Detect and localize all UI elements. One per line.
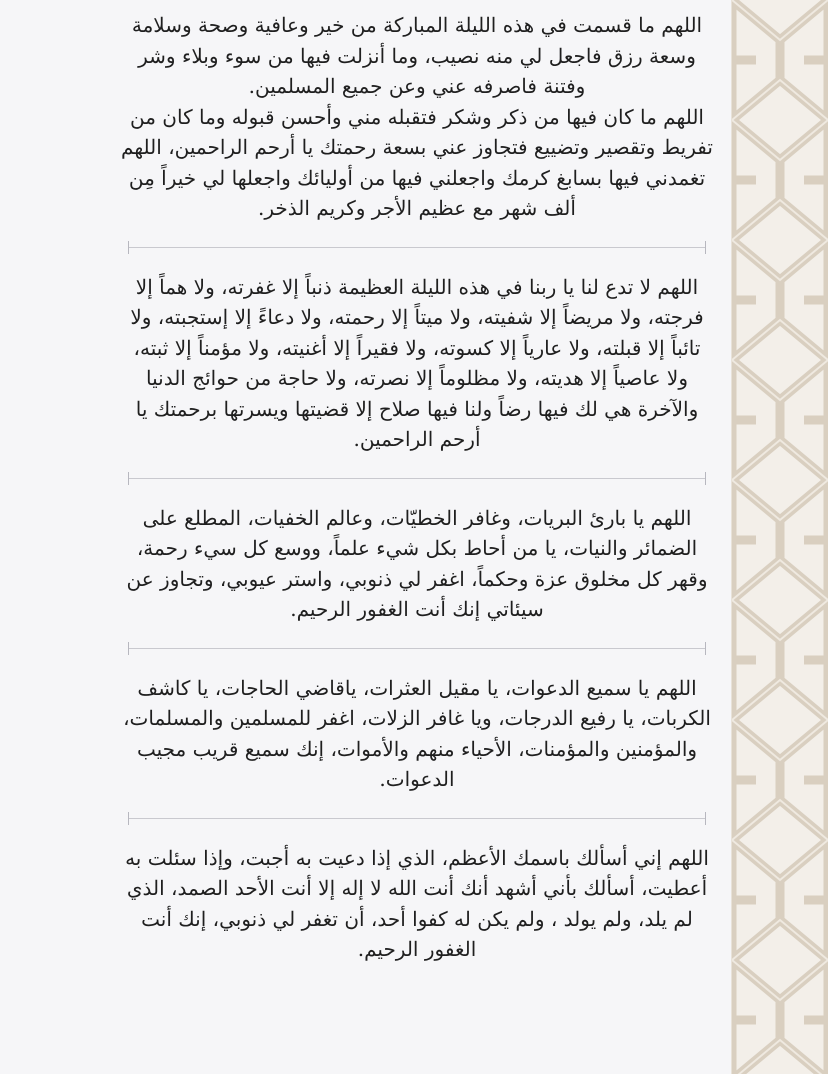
dua-paragraph: اللهم يا سميع الدعوات، يا مقيل العثرات، ياقاضي الحاجات، يا كاشف الكربات، يا رفيع الدرجات، ويا غافر الزلات، اغفر للمسلمين والمسلمات، والمؤمنين والمؤمنات، الأحياء منهم والأموات، إنك سميع قريب مجيب الدعوات.: [123, 675, 711, 791]
dua-block-5: [120, 843, 714, 965]
dua-block-1: [120, 10, 714, 224]
section-divider: [128, 236, 706, 260]
dua-paragraph: اللهم ما قسمت في هذه الليلة المباركة من خير وعافية وصحة وسلامة وسعة رزق فاجعل لي منه نصيب، وما أنزلت فيها من سوء وبلاء وشر وفتنة فاصرفه عني وعن جميع المسلمين.: [131, 13, 703, 98]
dua-text-column: [120, 10, 714, 965]
dua-paragraph: اللهم ما كان فيها من ذكر وشكر فتقبله مني وأحسن قبوله وما كان من تفريط وتقصير وتضييع فتجاوز عني بسعة رحمتك يا أرحم الراحمين، اللهم تغمدني فيها بسابغ كرمك واجعلني فيها من أوليائك واجعلها لي خيراً مِن ألف شهر مع عظيم الأجر وكريم الذخر.: [121, 104, 713, 220]
dua-paragraph: اللهم لا تدع لنا يا ربنا في هذه الليلة العظيمة ذنباً إلا غفرته، ولا هماً إلا فرجته، ولا مريضاً إلا شفيته، ولا ميتاً إلا رحمته، ولا دعاءً إلا إستجبته، ولا تائباً إلا قبلته، ولا عارياً إلا كسوته، ولا فقيراً إلا أغنيته، ولا مؤمناً إلا ثبته، ولا عاصياً إلا هديته، ولا مظلوماً إلا نصرته، ولا حاجة من حوائج الدنيا والآخرة هي لك فيها رضاً ولنا فيها صلاح إلا قضيتها ويسرتها برحمتك يا أرحم الراحمين.: [130, 274, 704, 451]
section-divider: [128, 807, 706, 831]
dua-block-2: [120, 272, 714, 455]
lattice-pattern-icon: [732, 0, 828, 1074]
section-divider: [128, 467, 706, 491]
section-divider: [128, 637, 706, 661]
dua-block-3: [120, 503, 714, 625]
dua-block-4: [120, 673, 714, 795]
dua-paragraph: اللهم يا بارئ البريات، وغافر الخطيّات، وعالم الخفيات، المطلع على الضمائر والنيات، يا من أحاط بكل شيء علماً، ووسع كل سيء رحمة، وقهر كل مخلوق عزة وحكماً، اغفر لي ذنوبي، واستر عيوبي، وتجاوز عن سيئاتي إنك أنت الغفور الرحيم.: [126, 505, 708, 621]
dua-paragraph: اللهم إني أسألك باسمك الأعظم، الذي إذا دعيت به أجبت، وإذا سئلت به أعطيت، أسألك بأني أشهد أنك أنت الله لا إله إلا أنت الأحد الصمد، الذي لم يلد، ولم يولد ، ولم يكن له كفوا أحد، أن تغفر لي ذنوبي، إنك أنت الغفور الرحيم.: [125, 845, 709, 961]
lattice-border-decoration: [731, 0, 828, 1074]
